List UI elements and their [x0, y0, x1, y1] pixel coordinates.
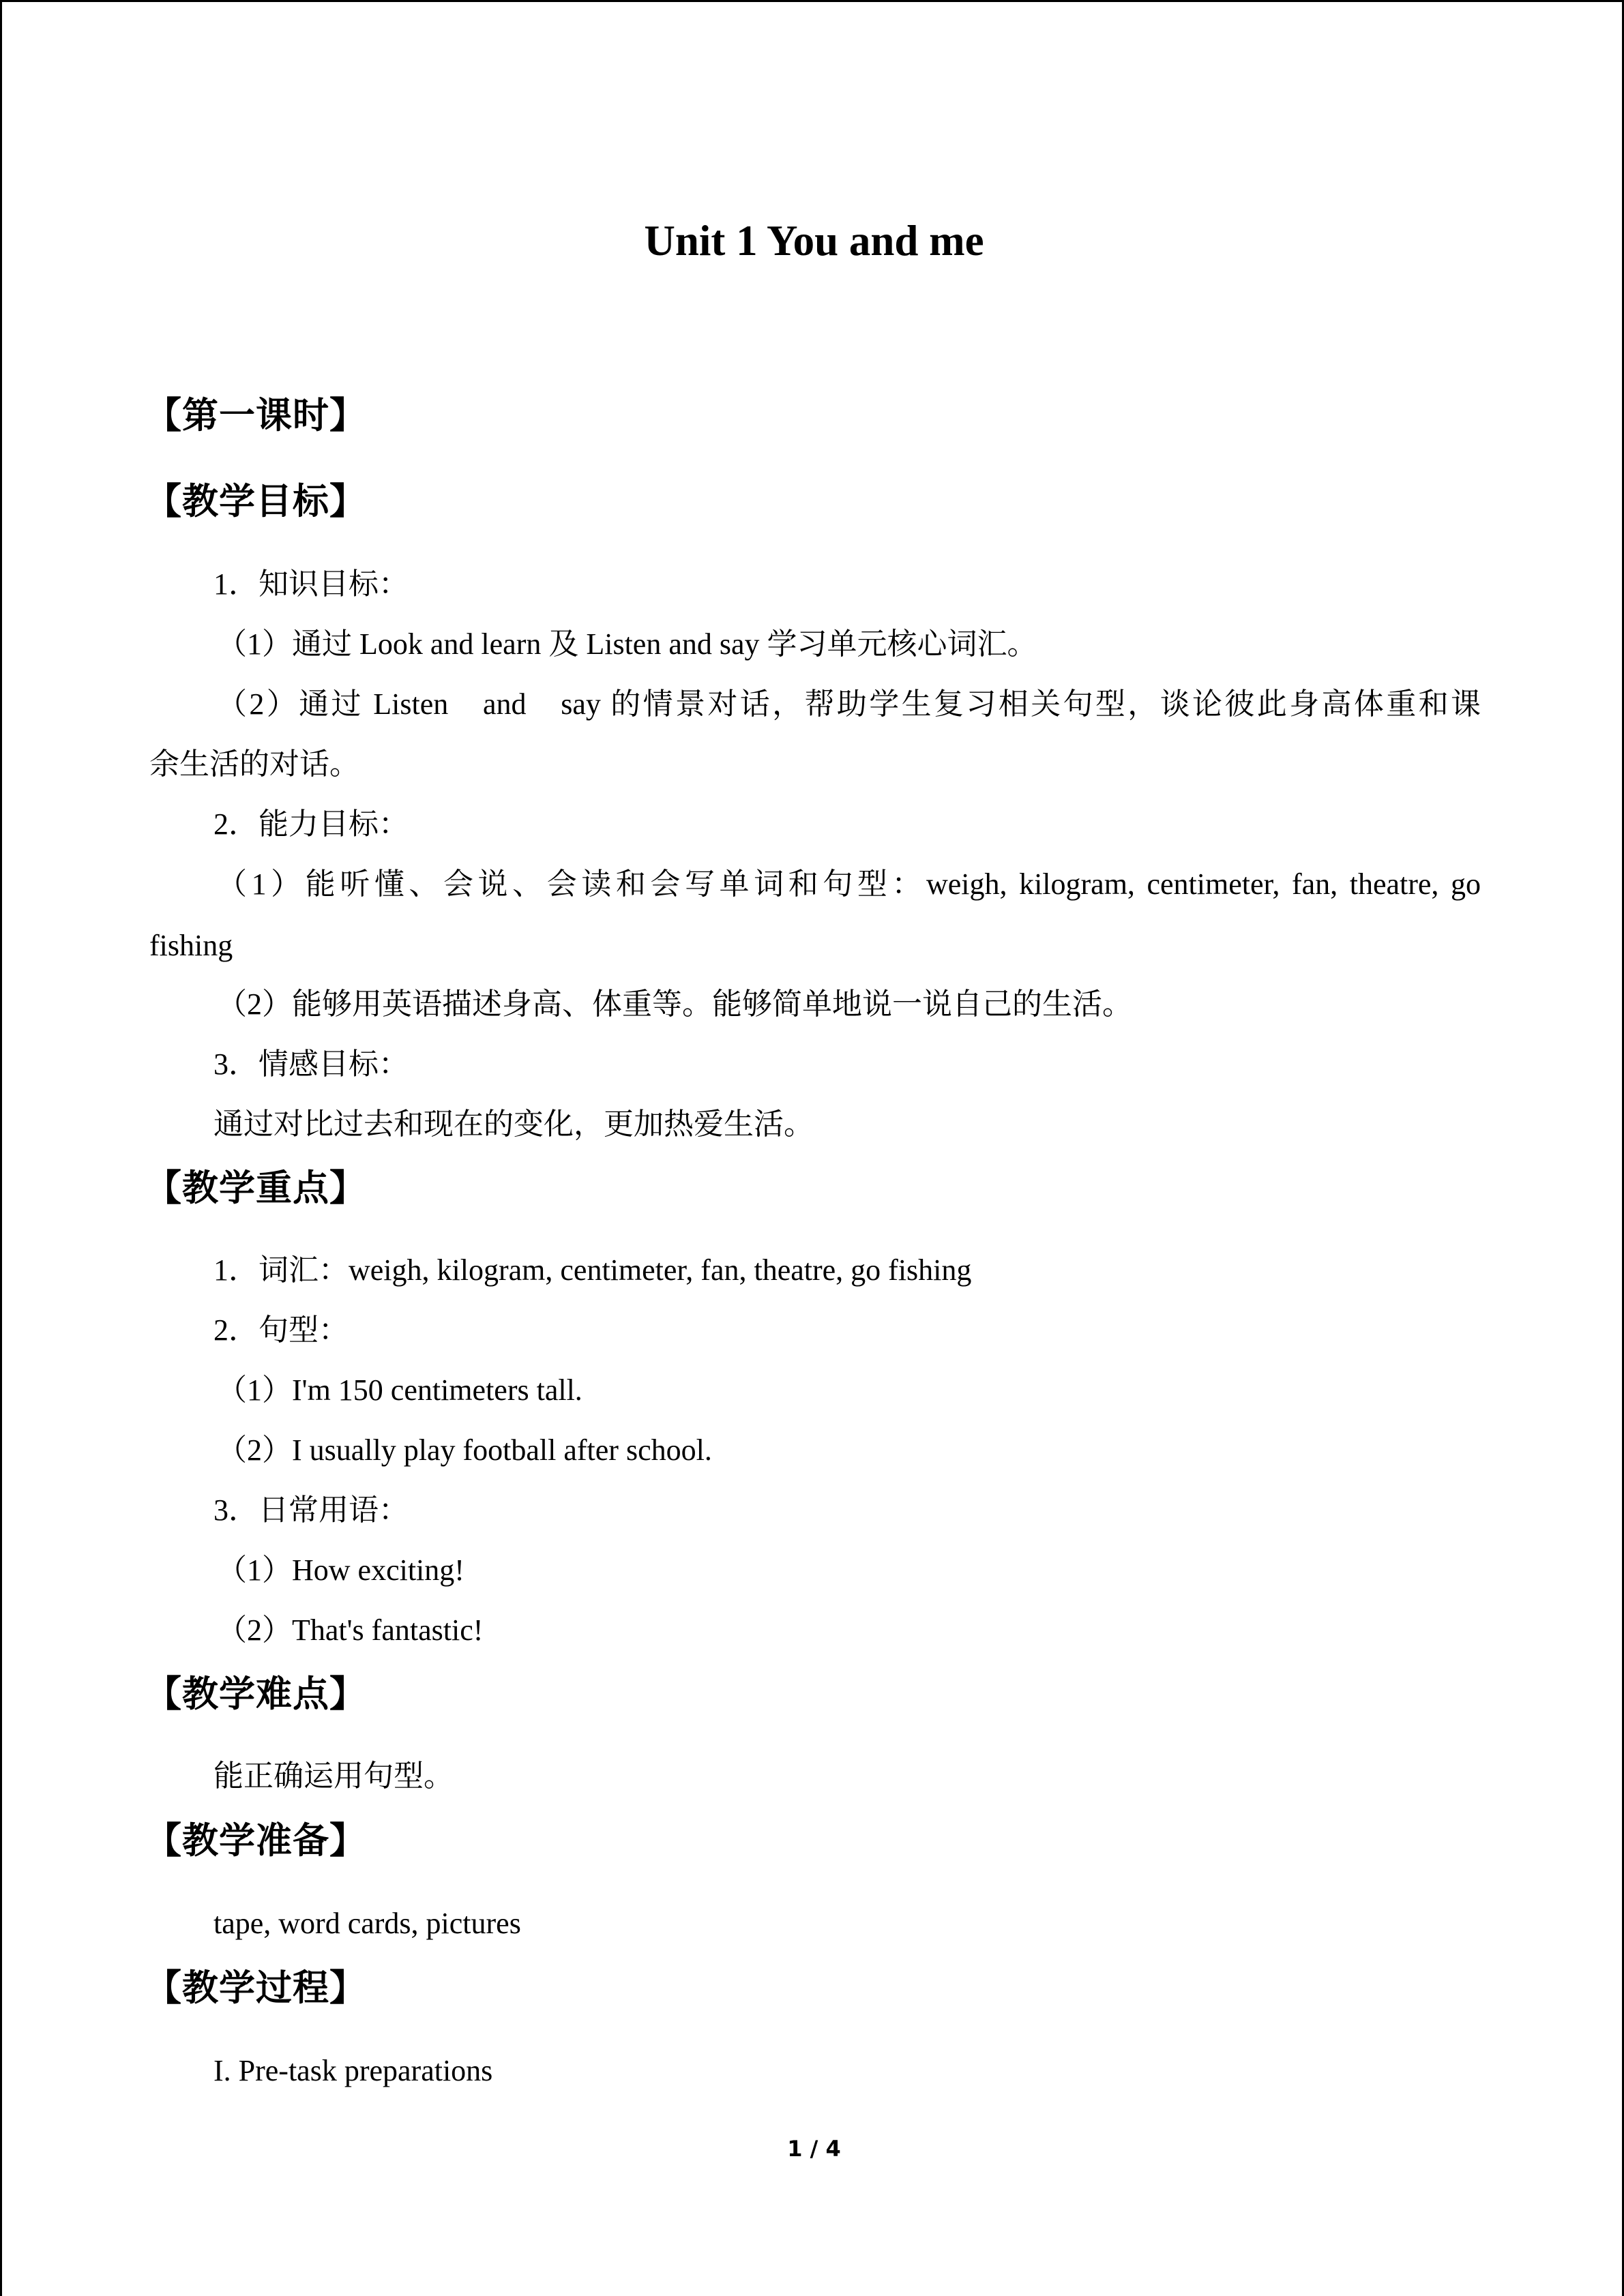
- emotion-goal-text: 通过对比过去和现在的变化，更加热爱生活。: [213, 1107, 814, 1141]
- heading-lesson: 【第一课时】: [145, 395, 366, 436]
- emotion-goal-title: 3．情感目标：: [213, 1047, 409, 1081]
- heading-process: 【教学过程】: [145, 1967, 366, 2009]
- daily-expressions-title: 3．日常用语：: [213, 1493, 409, 1527]
- knowledge-goal-title: 1．知识目标：: [213, 567, 409, 601]
- ability-goal-title: 2．能力目标：: [213, 807, 409, 841]
- daily-expression-1: （1）How exciting!: [217, 1553, 464, 1587]
- ability-goal-1-line-2: fishing: [149, 929, 233, 962]
- knowledge-goal-1: （1）通过 Look and learn 及 Listen and say 学习单元核心词汇。: [217, 627, 1037, 661]
- key-vocab: 1．词汇：weigh, kilogram, centimeter, fan, theatre, go fishing: [213, 1253, 972, 1287]
- key-pattern-2: （2）I usually play football after school.: [217, 1433, 712, 1467]
- heading-key-points: 【教学重点】: [145, 1167, 366, 1209]
- knowledge-goal-2-line-1: （2）通过 Listen and say 的情景对话，帮助学生复习相关句型，谈论彼此身高体重和课: [217, 687, 1481, 721]
- ability-goal-1-line-1: （1）能听懂、会说、会读和会写单词和句型：weigh, kilogram, centimeter, fan, theatre, go: [217, 867, 1481, 901]
- ability-goal-2: （2）能够用英语描述身高、体重等。能够简单地说一说自己的生活。: [217, 987, 1132, 1021]
- key-pattern-1: （1）I'm 150 centimeters tall.: [217, 1373, 582, 1407]
- difficulties-text: 能正确运用句型。: [213, 1759, 454, 1793]
- page-number: 1 / 4: [787, 2136, 841, 2162]
- heading-objectives: 【教学目标】: [145, 481, 366, 522]
- heading-difficulties: 【教学难点】: [145, 1673, 366, 1715]
- document-title: Unit 1 You and me: [644, 217, 984, 265]
- key-patterns-title: 2．句型：: [213, 1313, 349, 1347]
- preparation-text: tape, word cards, pictures: [213, 1907, 521, 1940]
- knowledge-goal-2-line-2: 余生活的对话。: [149, 747, 359, 781]
- heading-preparation: 【教学准备】: [145, 1820, 366, 1862]
- daily-expression-2: （2）That's fantastic!: [217, 1613, 484, 1647]
- process-step-1: I. Pre-task preparations: [213, 2054, 493, 2087]
